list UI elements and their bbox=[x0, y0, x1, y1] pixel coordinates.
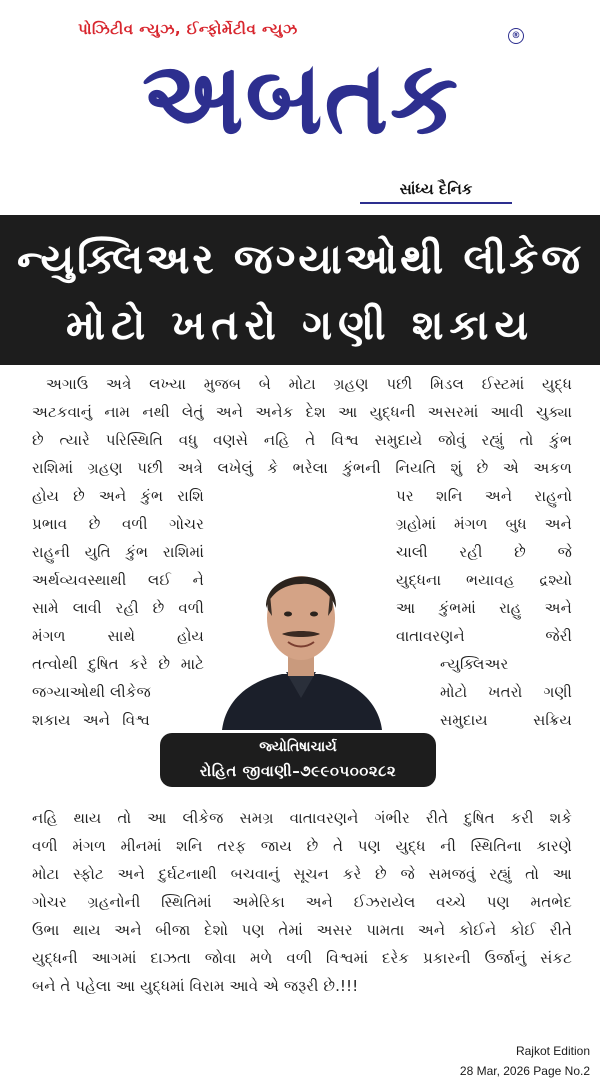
left-column-line: રાહુની યુતિ કુંભ રાશિમાં bbox=[32, 543, 204, 561]
left-column-line: મંગળ સાથે હોય bbox=[32, 627, 204, 645]
columnist-caption bbox=[160, 733, 436, 787]
article-line: છે ત્યારે પરિસ્થિતિ વધુ વણસે નહિ તે વિશ્વ સમુદાયે જોવું રહ્યું તો કુંભ bbox=[32, 431, 572, 449]
right-column-line: સમુદાય સક્રિય bbox=[440, 711, 572, 729]
left-column-line: અર્થવ્યવસ્થાથી લઈ ને bbox=[32, 571, 204, 589]
newspaper-logo: અબતક bbox=[142, 39, 460, 157]
article-line: યુદ્ધની આગમાં દાઝતા જોવા મળે વળી વિશ્વમાં દરેક પ્રકારની ઉર્જાનું સંકટ bbox=[32, 949, 572, 967]
article-line: અગાઉ અત્રે લખ્યા મુજબ બે મોટા ગ્રહણ પછી મિડલ ઈસ્ટમાં યુદ્ધ bbox=[46, 375, 572, 393]
date-page-label: 28 Mar, 2026 Page No.2 bbox=[459, 1064, 590, 1078]
right-column-line: મોટો ખતરો ગણી bbox=[440, 683, 572, 701]
registered-mark-icon: ® bbox=[508, 28, 524, 44]
right-column-line: આ કુંભમાં રાહુ અને bbox=[396, 599, 572, 617]
columnist-photo bbox=[212, 538, 390, 730]
columnist-title: જ્યોતિષાચાર્ય bbox=[259, 739, 337, 755]
article-line: વળી મંગળ મીનમાં શનિ તરફ જાય છે તે પણ યુદ્ધ ની સ્થિતિના કારણે bbox=[32, 837, 572, 855]
left-column-line: જગ્યાઓથી લીકેજ bbox=[32, 683, 151, 701]
headline-banner bbox=[0, 215, 600, 365]
right-column-line: વાતાવરણને જેરી bbox=[396, 627, 572, 645]
article-line: બને તે પહેલા આ યુદ્ધમાં વિરામ આવે એ જરૂરી છે.!!! bbox=[32, 977, 359, 995]
headline-line-2: મોટો ખતરો ગણી શકાય bbox=[65, 301, 535, 349]
masthead bbox=[0, 0, 600, 210]
article-line: ઉભા થાય અને બીજા દેશો પણ તેમાં અસર પામતા અને કોઈને કોઈ રીતે bbox=[32, 921, 572, 939]
right-column-line: ન્યુક્લિઅર bbox=[440, 655, 509, 673]
left-column-line: શકાય અને વિશ્વ bbox=[32, 711, 150, 729]
edition-label: Rajkot Edition bbox=[515, 1044, 590, 1058]
right-column-line: ગ્રહોમાં મંગળ બુધ અને bbox=[396, 515, 572, 533]
article-line: ગોચર ગ્રહનોની સ્થિતિમાં અમેરિકા અને ઈઝરાયેલ વચ્ચે પણ મતભેદ bbox=[32, 893, 572, 911]
columnist-name-phone: રોહિત જીવાણી–૭૯૯૦૫૦૦૨૮૨ bbox=[199, 762, 397, 780]
headline-line-1: ન્યુક્લિઅર જગ્યાઓથી લીકેજ bbox=[16, 235, 584, 283]
article-line: રાશિમાં ગ્રહણ પછી અત્રે લખેલું કે ભરેલા કુંભની નિયતિ શું છે એ અકળ bbox=[32, 459, 572, 477]
right-column-line: ચાલી રહી છે જે bbox=[396, 543, 572, 561]
article-line: મોટા સ્ફોટ અને દુર્ઘટનાથી બચવાનું સૂચન કરે છે જે સમજવું રહ્યું તો આ bbox=[32, 865, 572, 883]
tagline: પોઝિટીવ ન્યુઝ, ઈન્ફોર્મેટીવ ન્યુઝ bbox=[78, 20, 298, 38]
article-line: અટકવાનું નામ નથી લેતું અને અનેક દેશ આ યુદ્ધની અસરમાં આવી ચુક્યા bbox=[32, 403, 572, 421]
right-column-line: પર શનિ અને રાહુનો bbox=[396, 487, 572, 505]
left-column-line: સામે લાવી રહી છે વળી bbox=[32, 599, 204, 617]
left-column-line: તત્વોથી દુષિત કરે છે માટે bbox=[32, 655, 204, 673]
left-column-line: પ્રભાવ છે વળી ગોચર bbox=[32, 515, 204, 533]
right-column-line: યુદ્ધના ભયાવહ દ્રશ્યો bbox=[396, 571, 572, 589]
masthead-subtitle: સાંધ્ય દૈનિક bbox=[360, 180, 512, 204]
article-line: નહિ થાય તો આ લીકેજ સમગ્ર વાતાવરણને ગંભીર રીતે દુષિત કરી શકે bbox=[32, 809, 572, 827]
left-column-line: હોય છે અને કુંભ રાશિ bbox=[32, 487, 204, 505]
